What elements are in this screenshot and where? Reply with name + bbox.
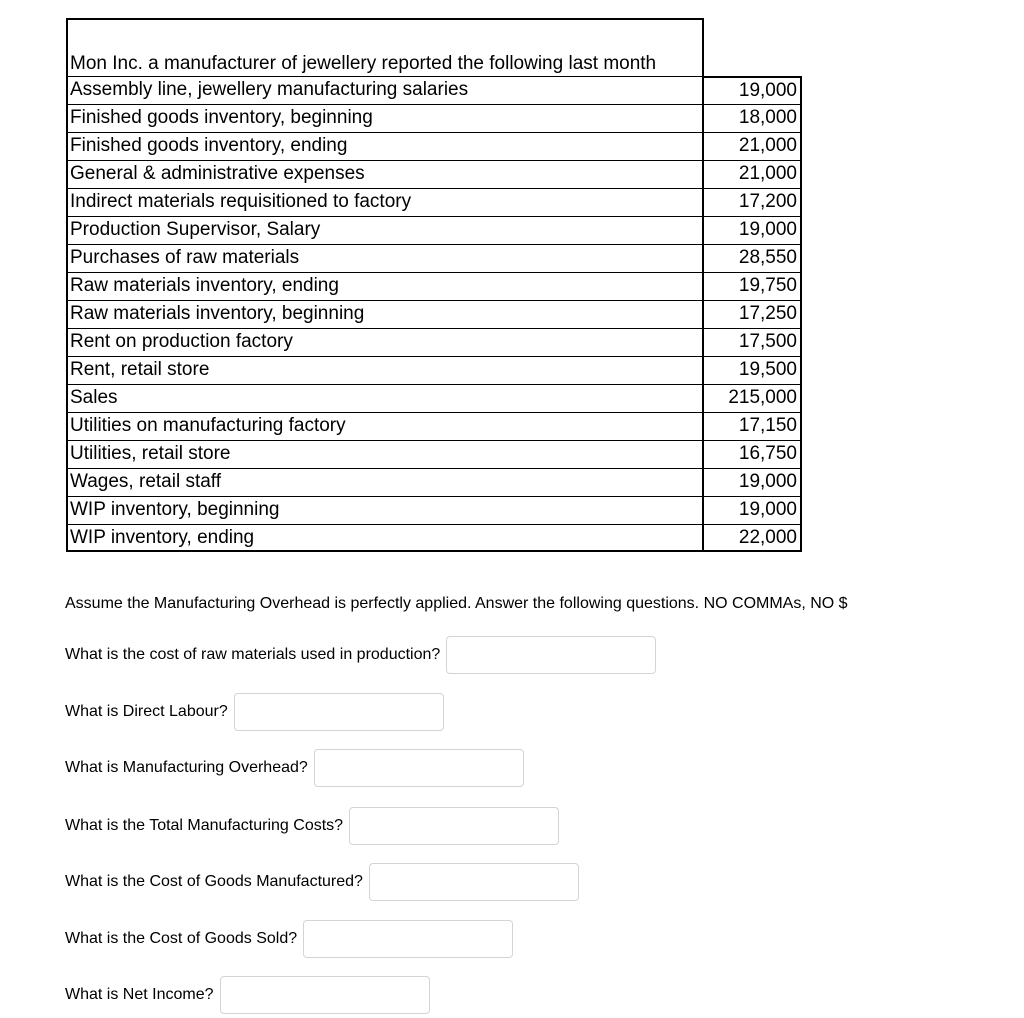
question-label: What is Manufacturing Overhead? [65, 759, 308, 776]
answer-direct-labour-input[interactable] [234, 693, 444, 731]
table-row [66, 524, 802, 552]
answer-raw-materials-used-input[interactable] [446, 636, 656, 674]
row-label: Rent, retail store [66, 356, 704, 384]
table-heading: Mon Inc. a manufacturer of jewellery reported the following last month [70, 53, 657, 74]
table-row [66, 132, 802, 160]
table-row [66, 76, 802, 104]
table-row [66, 272, 802, 300]
answer-cost-of-goods-manufactured-input[interactable] [369, 863, 579, 901]
table-row [66, 188, 802, 216]
answer-total-manufacturing-costs-input[interactable] [349, 807, 559, 845]
row-value: 17,500 [704, 328, 802, 356]
table-row [66, 468, 802, 496]
question-cost-of-goods-manufactured [65, 863, 579, 901]
row-label: Raw materials inventory, ending [66, 272, 704, 300]
row-label: Raw materials inventory, beginning [66, 300, 704, 328]
row-value: 22,000 [704, 524, 802, 552]
question-net-income [65, 976, 430, 1014]
row-value: 16,750 [704, 440, 802, 468]
table-row [66, 216, 802, 244]
row-label: Purchases of raw materials [66, 244, 704, 272]
row-label: WIP inventory, beginning [66, 496, 704, 524]
row-label: Wages, retail staff [66, 468, 704, 496]
row-value: 18,000 [704, 104, 802, 132]
question-label: What is the Total Manufacturing Costs? [65, 817, 344, 834]
row-label: Production Supervisor, Salary [66, 216, 704, 244]
question-total-manufacturing-costs [65, 807, 559, 845]
answer-net-income-input[interactable] [220, 976, 430, 1014]
question-label: What is Direct Labour? [65, 703, 228, 720]
row-value: 21,000 [704, 132, 802, 160]
question-label: What is the Cost of Goods Manufactured? [65, 873, 363, 890]
table-row [66, 300, 802, 328]
row-value: 19,000 [704, 496, 802, 524]
answer-cost-of-goods-sold-input[interactable] [303, 920, 513, 958]
row-label: Indirect materials requisitioned to factory [66, 188, 704, 216]
row-value: 21,000 [704, 160, 802, 188]
row-label: Finished goods inventory, beginning [66, 104, 704, 132]
answer-manufacturing-overhead-input[interactable] [314, 749, 524, 787]
row-label: General & administrative expenses [66, 160, 704, 188]
row-label: Utilities, retail store [66, 440, 704, 468]
question-label: What is the Cost of Goods Sold? [65, 930, 298, 947]
row-value: 17,150 [704, 412, 802, 440]
row-label: Finished goods inventory, ending [66, 132, 704, 160]
table-row [66, 160, 802, 188]
row-label: Rent on production factory [66, 328, 704, 356]
row-value: 19,000 [704, 76, 802, 104]
instructions-text: Assume the Manufacturing Overhead is perfectly applied. Answer the following questions. NO COMMAs, NO $ [65, 595, 848, 612]
table-row [66, 104, 802, 132]
row-value: 19,000 [704, 216, 802, 244]
row-label: Utilities on manufacturing factory [66, 412, 704, 440]
question-raw-materials-used [65, 636, 656, 674]
row-label: WIP inventory, ending [66, 524, 704, 552]
data-table [66, 18, 802, 552]
table-row [66, 440, 802, 468]
table-row [66, 412, 802, 440]
table-row [66, 356, 802, 384]
row-value: 19,500 [704, 356, 802, 384]
row-value: 17,250 [704, 300, 802, 328]
question-manufacturing-overhead [65, 749, 524, 787]
table-header [66, 18, 704, 76]
row-label: Assembly line, jewellery manufacturing salaries [66, 76, 704, 104]
question-label: What is the cost of raw materials used in production? [65, 646, 441, 663]
row-label: Sales [66, 384, 704, 412]
table-row [66, 244, 802, 272]
table-row [66, 328, 802, 356]
row-value: 215,000 [704, 384, 802, 412]
question-label: What is Net Income? [65, 986, 214, 1003]
question-direct-labour [65, 693, 444, 731]
row-value: 19,000 [704, 468, 802, 496]
row-value: 28,550 [704, 244, 802, 272]
question-cost-of-goods-sold [65, 920, 513, 958]
row-value: 19,750 [704, 272, 802, 300]
row-value: 17,200 [704, 188, 802, 216]
table-row [66, 496, 802, 524]
table-row [66, 384, 802, 412]
